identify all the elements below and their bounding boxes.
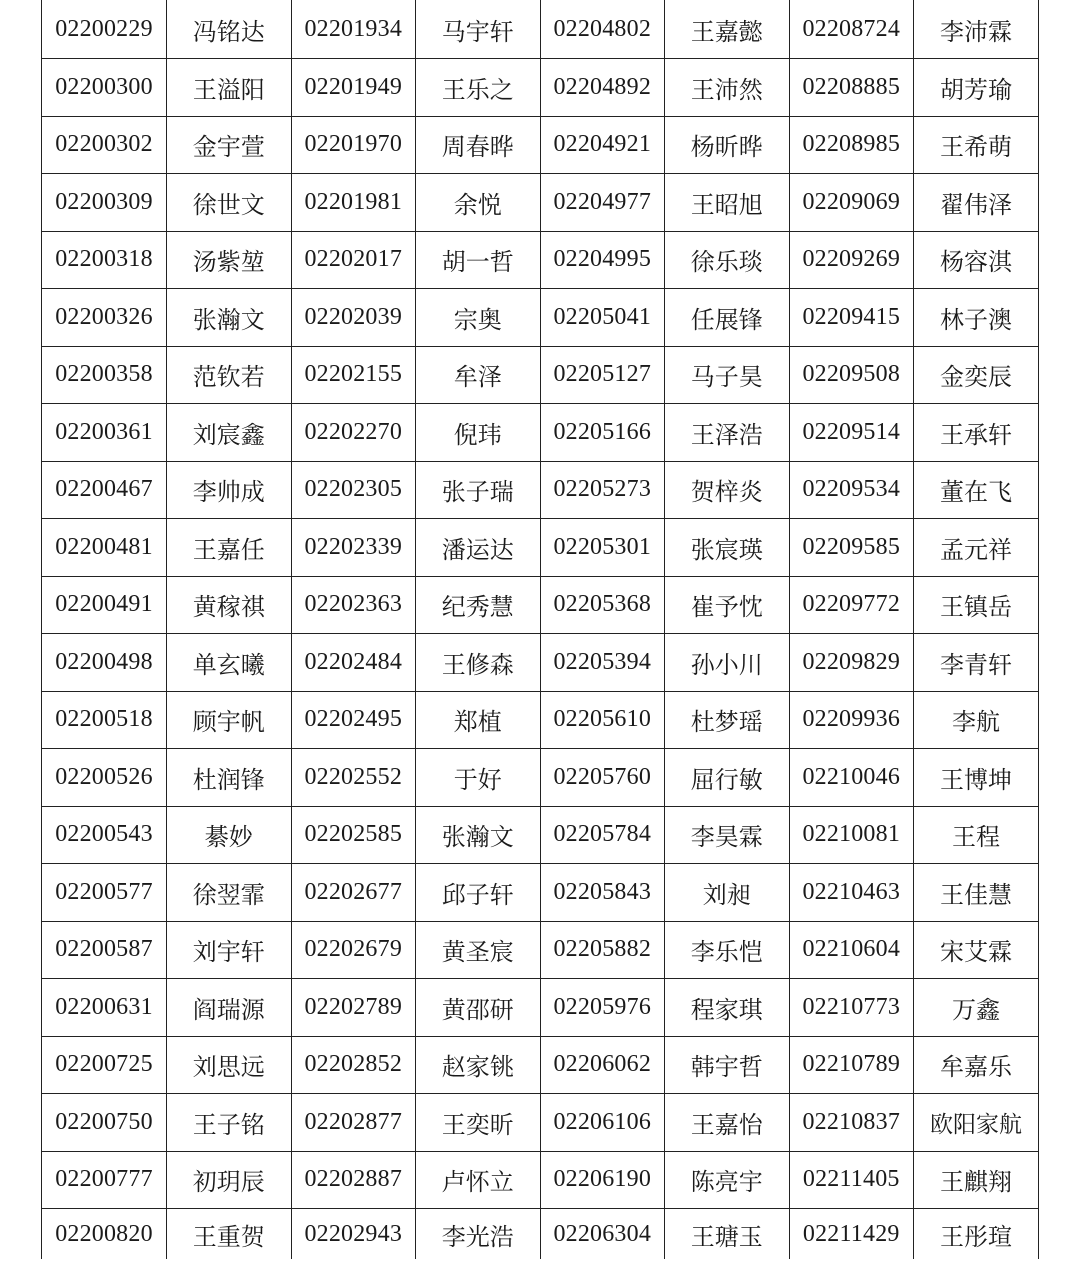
student-name-cell: 翟伟泽 [914, 174, 1039, 232]
student-name-cell: 邱子轩 [416, 864, 541, 922]
table-row [42, 979, 1039, 1037]
table-row [42, 519, 1039, 577]
table-row [42, 921, 1039, 979]
student-id-cell: 02202877 [291, 1094, 416, 1152]
student-id-cell: 02210604 [789, 921, 914, 979]
student-name-cell: 黄稼祺 [167, 576, 292, 634]
student-id-cell: 02208885 [789, 59, 914, 117]
student-id-cell: 02209069 [789, 174, 914, 232]
student-id-cell: 02200498 [42, 634, 167, 692]
student-id-cell: 02205166 [540, 404, 665, 462]
student-id-cell: 02209534 [789, 461, 914, 519]
table-row [42, 691, 1039, 749]
student-id-cell: 02202155 [291, 346, 416, 404]
student-name-cell: 王溢阳 [167, 59, 292, 117]
student-id-cell: 02209772 [789, 576, 914, 634]
student-name-cell: 余悦 [416, 174, 541, 232]
student-id-cell: 02201970 [291, 116, 416, 174]
student-id-cell: 02205041 [540, 289, 665, 347]
student-list-table-container [41, 0, 1039, 1259]
student-name-cell: 王程 [914, 806, 1039, 864]
student-id-cell: 02204892 [540, 59, 665, 117]
student-name-cell: 王承轩 [914, 404, 1039, 462]
student-name-cell: 徐乐琰 [665, 231, 790, 289]
student-id-cell: 02200577 [42, 864, 167, 922]
student-id-cell: 02200518 [42, 691, 167, 749]
student-name-cell: 刘昶 [665, 864, 790, 922]
student-id-cell: 02200587 [42, 921, 167, 979]
student-id-cell: 02210463 [789, 864, 914, 922]
student-id-cell: 02202484 [291, 634, 416, 692]
student-id-cell: 02202852 [291, 1036, 416, 1094]
student-name-cell: 王奕昕 [416, 1094, 541, 1152]
student-name-cell: 孙小川 [665, 634, 790, 692]
student-id-cell: 02200302 [42, 116, 167, 174]
student-name-cell: 杜润锋 [167, 749, 292, 807]
student-name-cell: 卢怀立 [416, 1151, 541, 1209]
student-name-cell: 刘宇轩 [167, 921, 292, 979]
table-row [42, 231, 1039, 289]
student-name-cell: 王希萌 [914, 116, 1039, 174]
student-id-cell: 02209514 [789, 404, 914, 462]
student-name-cell: 李乐恺 [665, 921, 790, 979]
student-name-cell: 任展锋 [665, 289, 790, 347]
student-name-cell: 王子铭 [167, 1094, 292, 1152]
student-name-cell: 王乐之 [416, 59, 541, 117]
table-row [42, 346, 1039, 404]
student-name-cell: 牟泽 [416, 346, 541, 404]
student-name-cell: 潘运达 [416, 519, 541, 577]
student-id-cell: 02201949 [291, 59, 416, 117]
student-id-cell: 02202495 [291, 691, 416, 749]
table-row [42, 576, 1039, 634]
table-row [42, 59, 1039, 117]
student-id-cell: 02209585 [789, 519, 914, 577]
student-id-cell: 02200481 [42, 519, 167, 577]
student-id-cell: 02204995 [540, 231, 665, 289]
table-row [42, 634, 1039, 692]
student-id-cell: 02202943 [291, 1209, 416, 1260]
student-name-cell: 屈行敏 [665, 749, 790, 807]
student-name-cell: 顾宇帆 [167, 691, 292, 749]
table-row [42, 749, 1039, 807]
table-row [42, 806, 1039, 864]
student-name-cell: 范钦若 [167, 346, 292, 404]
student-name-cell: 马宇轩 [416, 0, 541, 59]
student-id-cell: 02200491 [42, 576, 167, 634]
student-name-cell: 宗奥 [416, 289, 541, 347]
student-name-cell: 杨容淇 [914, 231, 1039, 289]
table-row [42, 116, 1039, 174]
student-name-cell: 王镇岳 [914, 576, 1039, 634]
student-id-cell: 02208985 [789, 116, 914, 174]
student-id-cell: 02209936 [789, 691, 914, 749]
student-name-cell: 王重贺 [167, 1209, 292, 1260]
student-name-cell: 韩宇哲 [665, 1036, 790, 1094]
student-name-cell: 王嘉怡 [665, 1094, 790, 1152]
student-name-cell: 徐翌霏 [167, 864, 292, 922]
student-name-cell: 李沛霖 [914, 0, 1039, 59]
student-id-cell: 02211429 [789, 1209, 914, 1260]
student-name-cell: 王泽浩 [665, 404, 790, 462]
student-id-cell: 02204802 [540, 0, 665, 59]
student-id-cell: 02210773 [789, 979, 914, 1037]
student-id-cell: 02205394 [540, 634, 665, 692]
student-id-cell: 02200358 [42, 346, 167, 404]
student-id-cell: 02205976 [540, 979, 665, 1037]
student-name-cell: 黄邵研 [416, 979, 541, 1037]
student-id-cell: 02210046 [789, 749, 914, 807]
table-row [42, 461, 1039, 519]
student-id-cell: 02202789 [291, 979, 416, 1037]
student-name-cell: 林子澳 [914, 289, 1039, 347]
student-id-cell: 02202677 [291, 864, 416, 922]
student-name-cell: 张子瑞 [416, 461, 541, 519]
student-id-cell: 02202339 [291, 519, 416, 577]
student-id-cell: 02200543 [42, 806, 167, 864]
student-id-cell: 02202585 [291, 806, 416, 864]
student-id-cell: 02210789 [789, 1036, 914, 1094]
student-id-cell: 02200309 [42, 174, 167, 232]
table-row [42, 0, 1039, 59]
student-id-cell: 02205843 [540, 864, 665, 922]
student-name-cell: 贺梓炎 [665, 461, 790, 519]
student-id-cell: 02210837 [789, 1094, 914, 1152]
student-name-cell: 王嘉任 [167, 519, 292, 577]
student-id-cell: 02210081 [789, 806, 914, 864]
student-name-cell: 王昭旭 [665, 174, 790, 232]
student-name-cell: 王沛然 [665, 59, 790, 117]
student-id-cell: 02209829 [789, 634, 914, 692]
student-name-cell: 王修森 [416, 634, 541, 692]
student-name-cell: 程家琪 [665, 979, 790, 1037]
student-id-cell: 02205882 [540, 921, 665, 979]
student-name-cell: 冯铭达 [167, 0, 292, 59]
table-row [42, 404, 1039, 462]
table-row [42, 1209, 1039, 1260]
student-name-cell: 綦妙 [167, 806, 292, 864]
student-name-cell: 李光浩 [416, 1209, 541, 1260]
student-name-cell: 崔予忱 [665, 576, 790, 634]
student-name-cell: 王彤瑄 [914, 1209, 1039, 1260]
student-name-cell: 杜梦瑶 [665, 691, 790, 749]
student-id-cell: 02206062 [540, 1036, 665, 1094]
table-row [42, 289, 1039, 347]
student-name-cell: 王佳慧 [914, 864, 1039, 922]
student-id-cell: 02200361 [42, 404, 167, 462]
student-id-cell: 02206106 [540, 1094, 665, 1152]
student-id-cell: 02202363 [291, 576, 416, 634]
student-name-cell: 马子昊 [665, 346, 790, 404]
student-id-cell: 02200631 [42, 979, 167, 1037]
table-row [42, 1151, 1039, 1209]
student-id-cell: 02200318 [42, 231, 167, 289]
student-name-cell: 赵家铫 [416, 1036, 541, 1094]
student-name-cell: 倪玮 [416, 404, 541, 462]
student-id-cell: 02201934 [291, 0, 416, 59]
student-name-cell: 胡芳瑜 [914, 59, 1039, 117]
student-id-cell: 02209508 [789, 346, 914, 404]
student-id-cell: 02206304 [540, 1209, 665, 1260]
student-id-cell: 02205610 [540, 691, 665, 749]
student-id-cell: 02200725 [42, 1036, 167, 1094]
student-id-cell: 02200777 [42, 1151, 167, 1209]
student-name-cell: 牟嘉乐 [914, 1036, 1039, 1094]
student-name-cell: 黄圣宸 [416, 921, 541, 979]
table-row [42, 864, 1039, 922]
student-id-cell: 02202039 [291, 289, 416, 347]
student-name-cell: 刘思远 [167, 1036, 292, 1094]
student-name-cell: 李昊霖 [665, 806, 790, 864]
student-id-cell: 02205368 [540, 576, 665, 634]
student-id-cell: 02202552 [291, 749, 416, 807]
student-name-cell: 李航 [914, 691, 1039, 749]
student-id-cell: 02205301 [540, 519, 665, 577]
student-id-cell: 02202887 [291, 1151, 416, 1209]
student-name-cell: 陈亮宇 [665, 1151, 790, 1209]
student-id-cell: 02200326 [42, 289, 167, 347]
student-id-cell: 02209415 [789, 289, 914, 347]
student-name-cell: 欧阳家航 [914, 1094, 1039, 1152]
student-id-cell: 02208724 [789, 0, 914, 59]
student-id-cell: 02200526 [42, 749, 167, 807]
student-name-cell: 阎瑞源 [167, 979, 292, 1037]
student-name-cell: 万鑫 [914, 979, 1039, 1037]
table-row [42, 174, 1039, 232]
student-id-cell: 02200229 [42, 0, 167, 59]
student-id-cell: 02202270 [291, 404, 416, 462]
student-name-cell: 王博坤 [914, 749, 1039, 807]
student-id-cell: 02202679 [291, 921, 416, 979]
table-row [42, 1036, 1039, 1094]
student-name-cell: 李青轩 [914, 634, 1039, 692]
student-list-table [41, 0, 1039, 1259]
student-id-cell: 02211405 [789, 1151, 914, 1209]
student-id-cell: 02205784 [540, 806, 665, 864]
student-name-cell: 纪秀慧 [416, 576, 541, 634]
student-id-cell: 02201981 [291, 174, 416, 232]
student-id-cell: 02205127 [540, 346, 665, 404]
table-row [42, 1094, 1039, 1152]
student-name-cell: 初玥辰 [167, 1151, 292, 1209]
student-name-cell: 单玄曦 [167, 634, 292, 692]
student-name-cell: 张宸瑛 [665, 519, 790, 577]
student-name-cell: 刘宸鑫 [167, 404, 292, 462]
table-body [42, 0, 1039, 1259]
student-name-cell: 汤紫堃 [167, 231, 292, 289]
student-name-cell: 金宇萱 [167, 116, 292, 174]
student-name-cell: 王麒翔 [914, 1151, 1039, 1209]
student-id-cell: 02202017 [291, 231, 416, 289]
student-id-cell: 02200750 [42, 1094, 167, 1152]
student-id-cell: 02209269 [789, 231, 914, 289]
student-name-cell: 董在飞 [914, 461, 1039, 519]
student-name-cell: 张瀚文 [416, 806, 541, 864]
student-name-cell: 孟元祥 [914, 519, 1039, 577]
student-name-cell: 王瑭玉 [665, 1209, 790, 1260]
student-id-cell: 02200300 [42, 59, 167, 117]
student-name-cell: 郑植 [416, 691, 541, 749]
student-name-cell: 周春晔 [416, 116, 541, 174]
student-id-cell: 02202305 [291, 461, 416, 519]
student-name-cell: 宋艾霖 [914, 921, 1039, 979]
student-id-cell: 02204977 [540, 174, 665, 232]
student-id-cell: 02205273 [540, 461, 665, 519]
student-id-cell: 02200467 [42, 461, 167, 519]
student-id-cell: 02200820 [42, 1209, 167, 1260]
student-name-cell: 杨昕晔 [665, 116, 790, 174]
student-id-cell: 02204921 [540, 116, 665, 174]
student-name-cell: 胡一哲 [416, 231, 541, 289]
student-id-cell: 02205760 [540, 749, 665, 807]
student-name-cell: 徐世文 [167, 174, 292, 232]
student-name-cell: 于好 [416, 749, 541, 807]
student-name-cell: 张瀚文 [167, 289, 292, 347]
student-name-cell: 王嘉懿 [665, 0, 790, 59]
student-name-cell: 金奕辰 [914, 346, 1039, 404]
student-id-cell: 02206190 [540, 1151, 665, 1209]
student-name-cell: 李帅成 [167, 461, 292, 519]
